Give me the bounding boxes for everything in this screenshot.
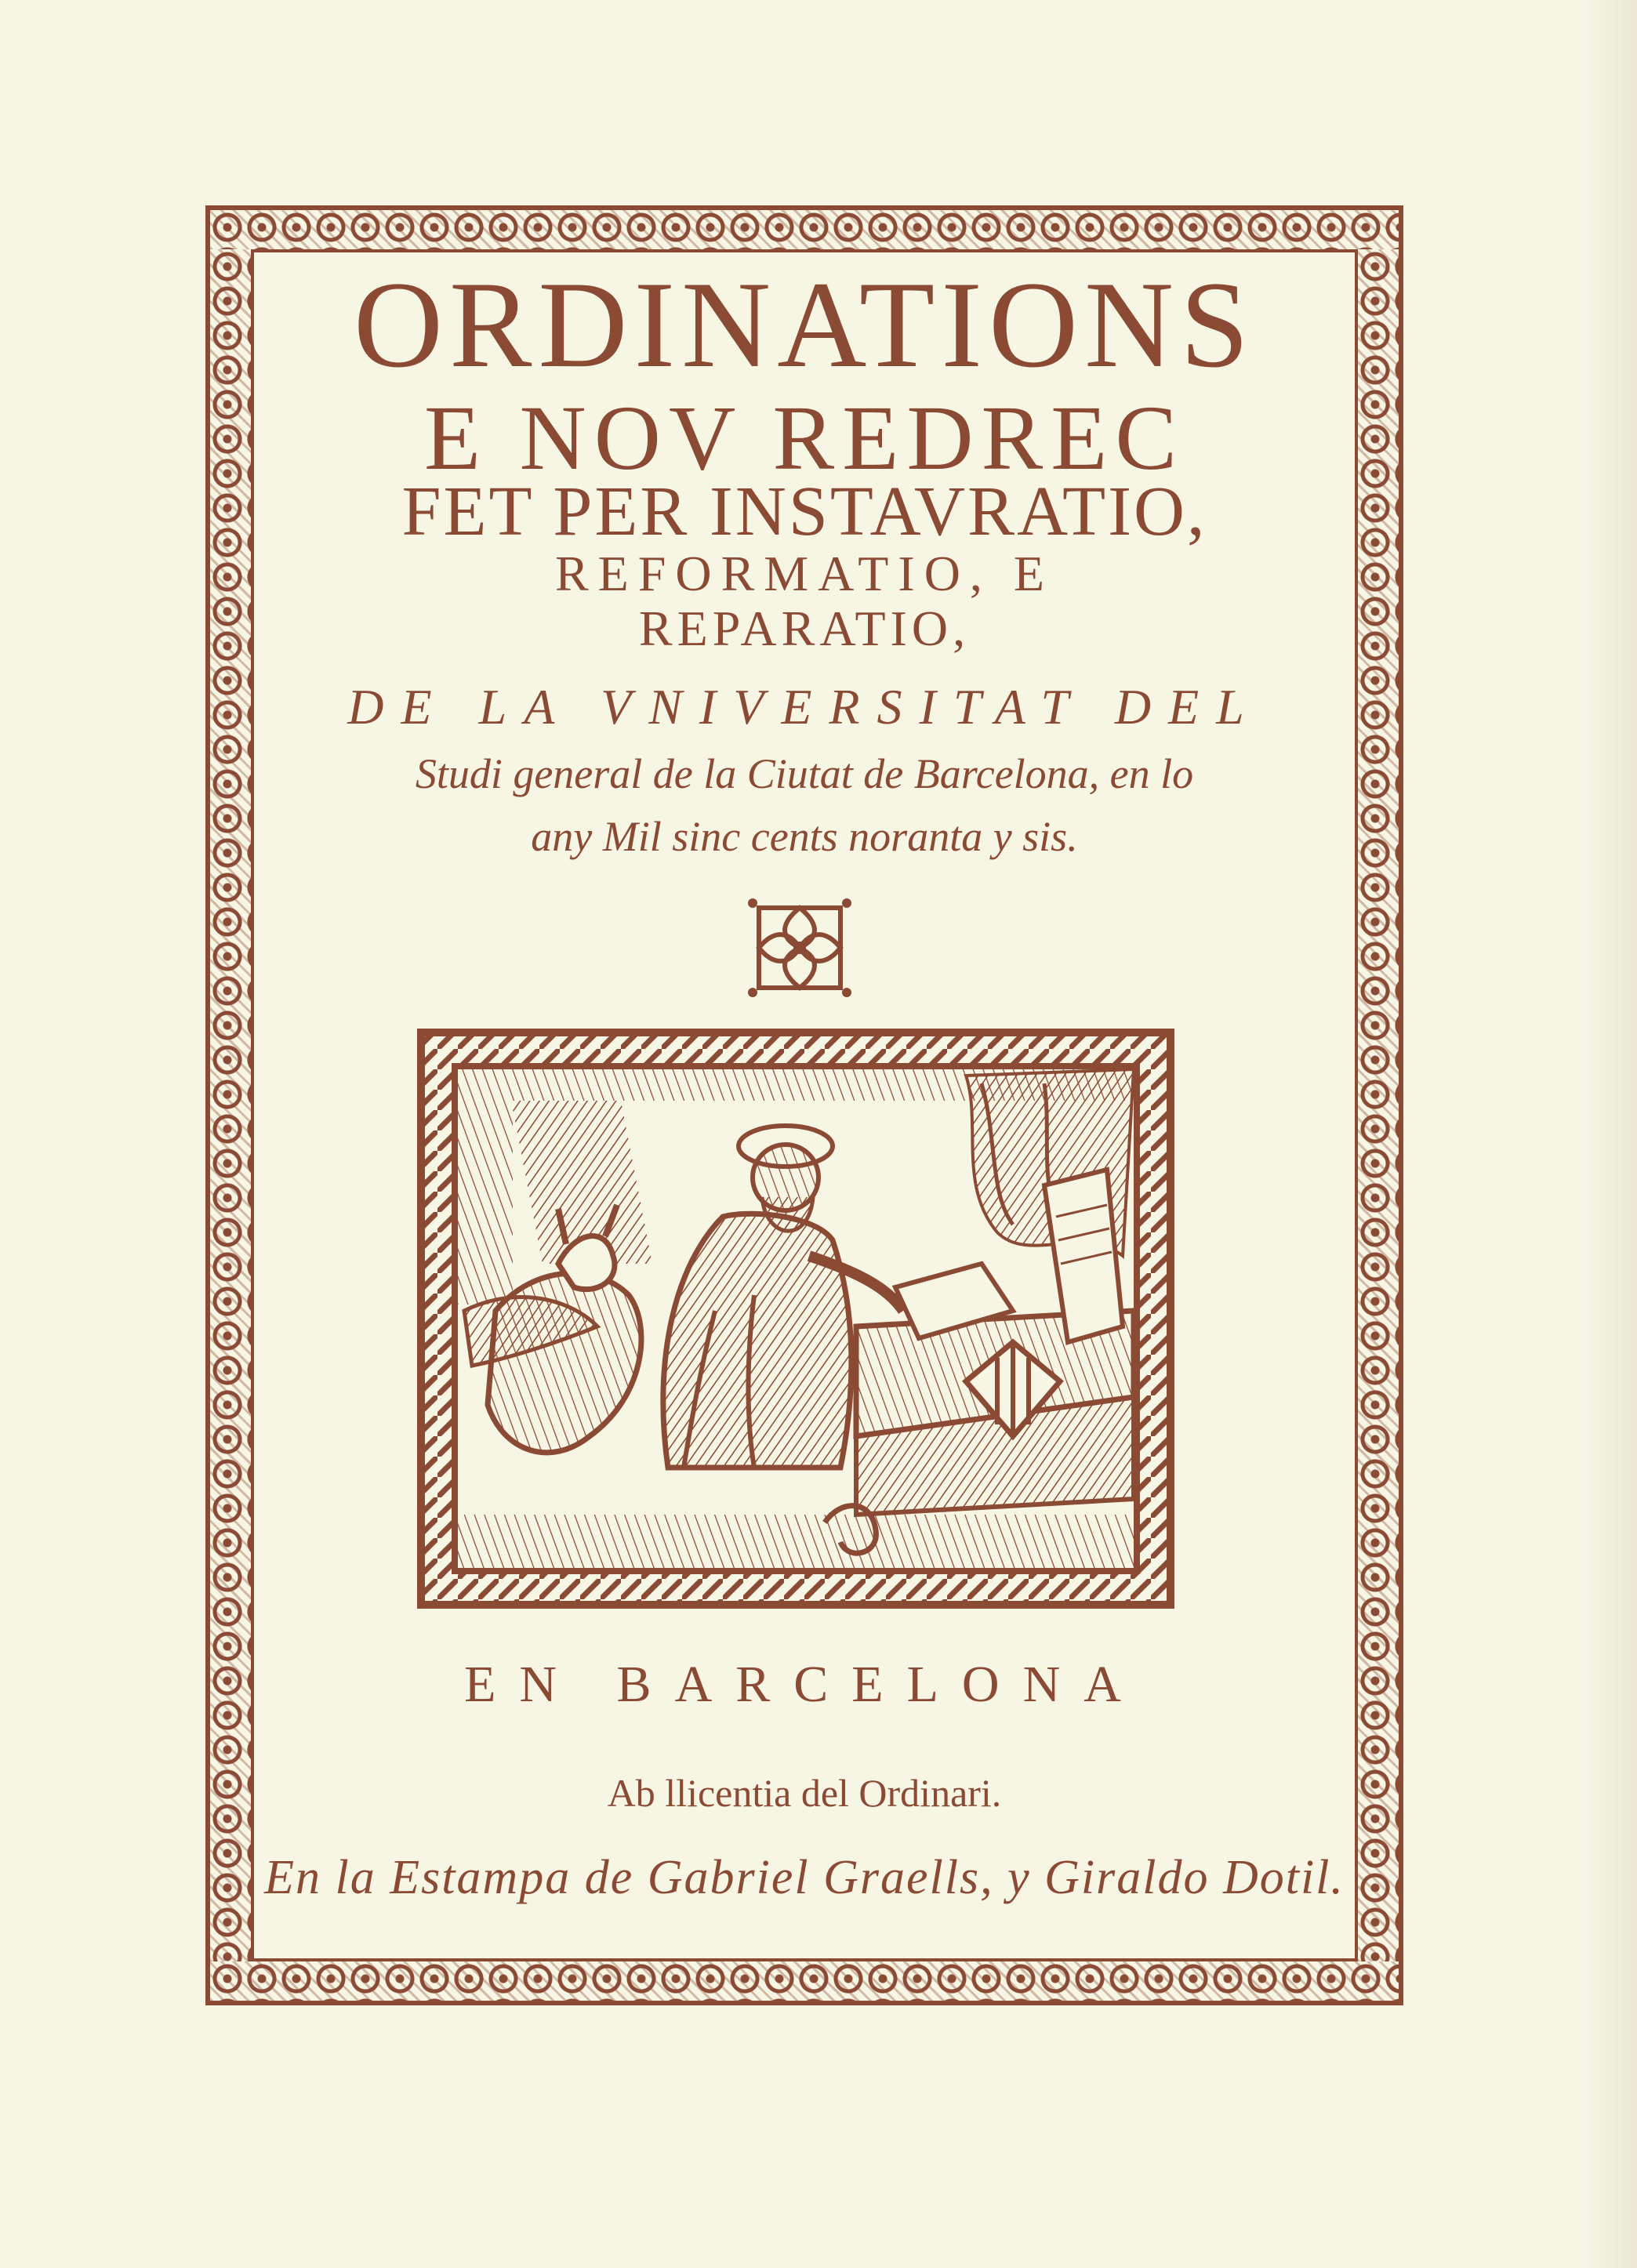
imprint-place: EN BARCELONA bbox=[464, 1656, 1145, 1713]
ornamental-border-bottom bbox=[210, 1961, 1399, 2001]
title-line-2: E NOV REDREC bbox=[423, 386, 1185, 489]
title-line-4: REFORMATIO, E bbox=[554, 546, 1054, 601]
title-line-3: FET PER INSTAVRATIO, bbox=[401, 473, 1207, 550]
imprint-printers: En la Estampa de Gabriel Graells, y Giraldo Dotil. bbox=[264, 1851, 1345, 1904]
ornamental-border-right bbox=[1358, 249, 1399, 1961]
subtitle-line-2: Studi general de la Ciutat de Barcelona, en lo bbox=[415, 750, 1194, 797]
title-line-5: REPARATIO, bbox=[638, 601, 971, 656]
subtitle-line-3: any Mil sinc cents noranta y sis. bbox=[531, 813, 1078, 860]
fleuron-ornament-icon bbox=[745, 897, 855, 999]
ornamental-border-top bbox=[210, 210, 1399, 249]
title-line-1: ORDINATIONS bbox=[353, 256, 1256, 394]
ornamental-border-left bbox=[210, 249, 251, 1961]
paper-edge-shadow bbox=[1582, 0, 1637, 2268]
imprint-license: Ab llicentia del Ordinari. bbox=[607, 1771, 1002, 1815]
subtitle-line-1: DE LA VNIVERSITAT DEL bbox=[347, 679, 1261, 735]
woodcut-illustration bbox=[417, 1029, 1174, 1609]
